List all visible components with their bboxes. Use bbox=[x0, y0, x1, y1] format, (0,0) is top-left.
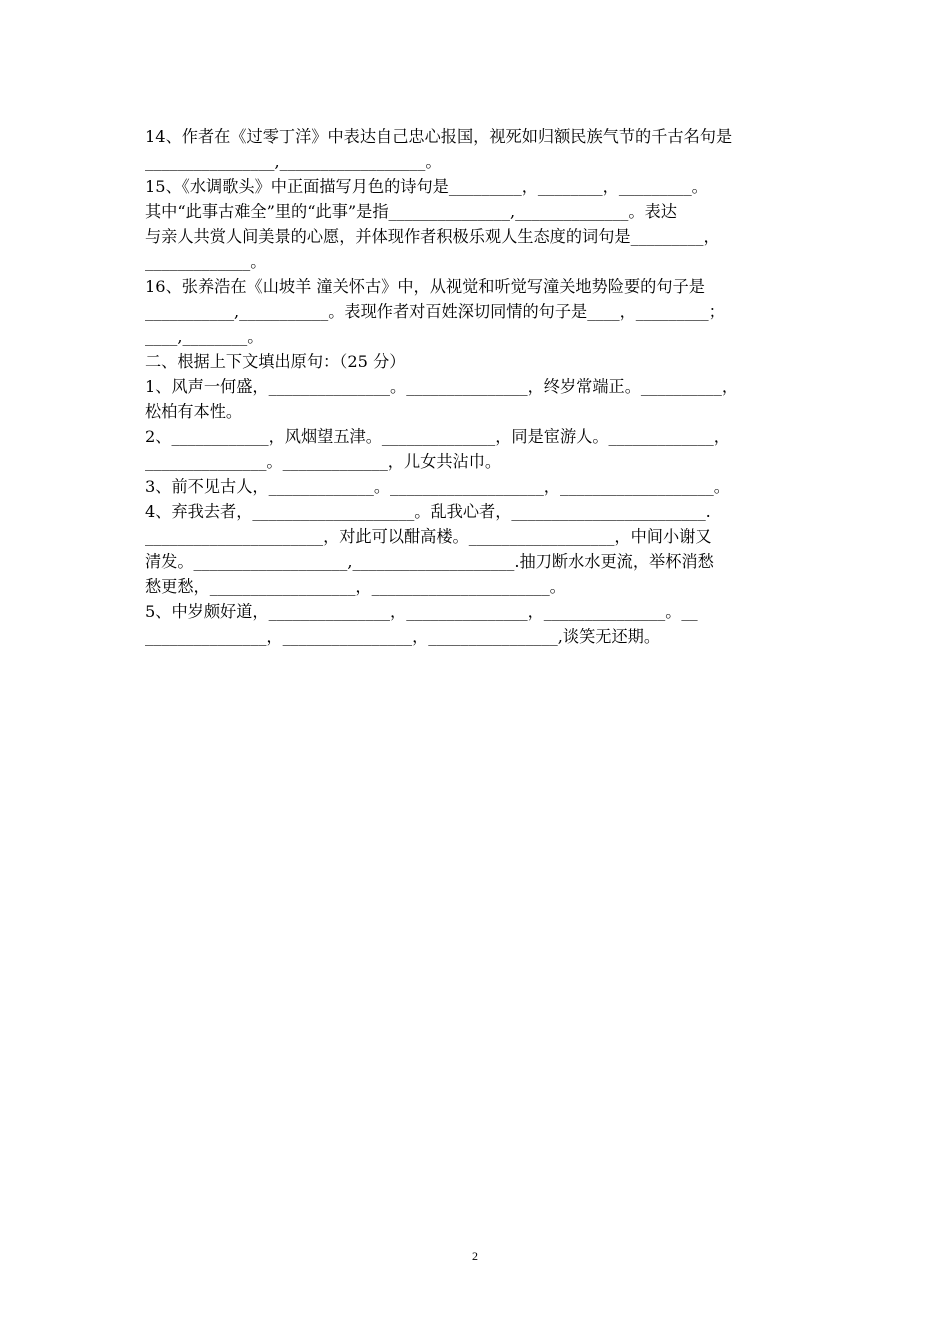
text-line: ____,________。 bbox=[145, 327, 264, 346]
text-line: ______________________，对此可以酣高楼。__________________，中间小谢又 bbox=[145, 527, 712, 546]
text-line: 15、《水调歌头》中正面描写月色的诗句是_________，________，_________。 bbox=[145, 177, 708, 196]
text-line: _______________。_____________，儿女共沾巾。 bbox=[145, 452, 502, 471]
text-line: ________________,__________________。 bbox=[145, 152, 442, 171]
text-line: _____________。 bbox=[145, 252, 267, 271]
section-heading: 二、根据上下文填出原句：（25 分） bbox=[145, 352, 406, 371]
text-line: 其中“此事古难全”里的“此事”是指_______________,______________。表达 bbox=[145, 202, 677, 221]
text-line: 16、张养浩在《山坡羊 潼关怀古》中，从视觉和听觉写潼关地势险要的句子是 bbox=[145, 277, 705, 296]
text-line: 4、弃我去者，____________________。乱我心者，________________________. bbox=[145, 502, 711, 521]
text-line: 3、前不见古人，_____________。___________________，___________________。 bbox=[145, 477, 730, 496]
document-body bbox=[145, 124, 813, 649]
text-line: 5、中岁颇好道，_______________，_______________，_______________。__ bbox=[145, 602, 698, 621]
text-line: ___________,___________。表现作者对百姓深切同情的句子是____，_________； bbox=[145, 302, 725, 321]
text-line: 与亲人共赏人间美景的心愿，并体现作者积极乐观人生态度的词句是_________， bbox=[145, 227, 720, 246]
text-line: 愁更愁，__________________，______________________。 bbox=[145, 577, 566, 596]
text-line: _______________，________________，________________,谈笑无还期。 bbox=[145, 627, 661, 646]
text-line: 2、____________，风烟望五津。______________，同是宦游人。_____________， bbox=[145, 427, 730, 446]
page-number: 2 bbox=[472, 1249, 478, 1263]
text-line: 14、作者在《过零丁洋》中表达自己忠心报国，视死如归额民族气节的千古名句是 bbox=[145, 127, 733, 146]
text-line: 清发。___________________,____________________.抽刀断水水更流，举杯消愁 bbox=[145, 552, 714, 571]
text-line: 松柏有本性。 bbox=[145, 402, 243, 421]
text-line: 1、风声一何盛，_______________。_______________，终岁常端正。__________， bbox=[145, 377, 739, 396]
